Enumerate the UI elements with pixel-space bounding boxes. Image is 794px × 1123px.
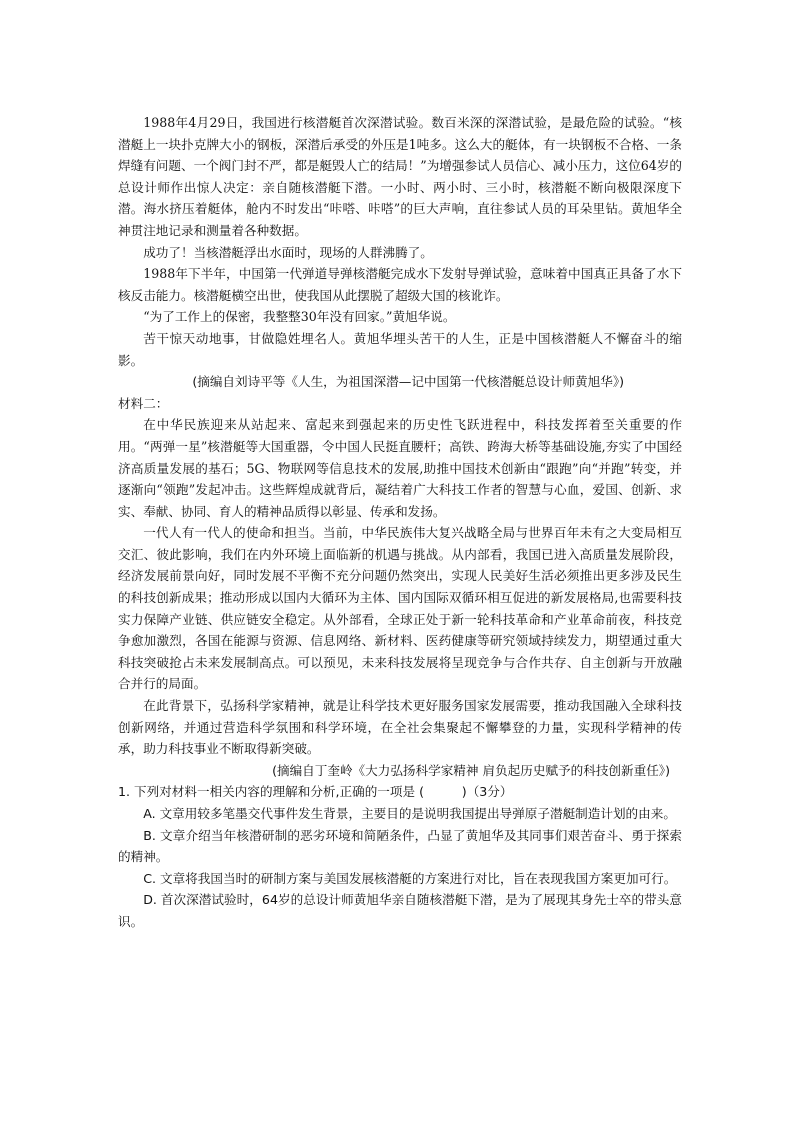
material2-paragraph-2: 一代人有一代人的使命和担当。当前，中华民族伟大复兴战略全局与世界百年未有之大变局相互交汇、彼此影响，我们在内外环境上面临新的机遇与挑战。从内部看，我国已进入高质量发展阶段，经济发展前景向好，同时发展不平衡不充分问题仍然突出，实现人民美好生活必须推出更多涉及民生的科技创新成果；推动形成以国内大循环为主体、国内国际双循环相互促进的新发展格局,也需要科技实力保障产业链、供应链安全稳定。从外部看，全球正处于新一轮科技革命和产业革命前夜，科技竞争愈加激烈，各国在能源与资源、信息网络、新材料、医药健康等研究领域持续发力，期望通过重大科技突破抢占未来发展制高点。可以预见，未来科技发展将呈现竞争与合作共存、自主创新与开放融合并行的局面。 (118, 525, 682, 692)
question-stem: 1. 下列对材料一相关内容的理解和分析,正确的一项是 ( )（3分） (118, 784, 513, 800)
material1-paragraph-5: 苦干惊天动地事，甘做隐姓埋名人。黄旭华埋头苦干的人生，正是中国核潜艇人不懈奋斗的缩影。 (118, 330, 682, 368)
document-page (118, 112, 682, 933)
material1-paragraph-2: 成功了！当核潜艇浮出水面时，现场的人群沸腾了。 (143, 244, 433, 260)
material2-source: (摘编自丁奎岭《大力弘扬科学家精神 肩负起历史赋予的科技创新重任》) (272, 762, 670, 778)
option-c[interactable]: C. 文章将我国当时的研制方案与美国发展核潜艇的方案进行对比，旨在表现我国方案更加可行。 (143, 870, 677, 886)
option-d[interactable]: D. 首次深潜试验时，64岁的总设计师黄旭华亲自随核潜艇下潜，是为了展现其身先士卒的带头意识。 (118, 892, 682, 929)
material1-paragraph-3: 1988年下半年，中国第一代弹道导弹核潜艇完成水下发射导弹试验，意味着中国真正具备了水下核反击能力。核潜艇横空出世，使我国从此摆脱了超级大国的核讹诈。 (118, 266, 682, 303)
material1-source: (摘编自刘诗平等《人生，为祖国深潜—记中国第一代核潜艇总设计师黄旭华》) (192, 374, 625, 390)
material1-paragraph-4: “为了工作上的保密，我整整30年没有回家。”黄旭华说。 (143, 309, 456, 325)
option-b[interactable]: B. 文章介绍当年核潜研制的恶劣环境和简陋条件，凸显了黄旭华及其同事们艰苦奋斗、勇于探索的精神。 (118, 827, 682, 865)
material2-label: 材料二： (118, 395, 169, 411)
option-a[interactable]: A. 文章用较多笔墨交代事件发生背景，主要目的是说明我国提出导弹原子潜艇制造计划的由来。 (143, 806, 676, 821)
material2-paragraph-1: 在中华民族迎来从站起来、富起来到强起来的历史性飞跃进程中，科技发挥着至关重要的作用。“两弹一星”核潜艇等大国重器，令中国人民挺直腰杆；高铁、跨海大桥等基础设施,夯实了中国经济高质量发展的基石；5G、物联网等信息技术的发展,助推中国技术创新由“跟跑”向“并跑”转变，并逐渐向“领跑”发起冲击。这些辉煌成就背后，凝结着广大科技工作者的智慧与心血，爱国、创新、求实、奉献、协同、育人的精神品质得以彰显、传承和发扬。 (118, 417, 682, 519)
material2-paragraph-3: 在此背景下，弘扬科学家精神，就是让科学技术更好服务国家发展需要，推动我国融入全球科技创新网络，并通过营造科学氛围和科学环境，在全社会集聚起不懈攀登的力量，实现科学精神的传承，助力科技事业不断取得新突破。 (118, 698, 682, 757)
material1-paragraph-1: 1988年4月29日，我国进行核潜艇首次深潜试验。数百米深的深潜试验，是最危险的试验。“核潜艇上一块扑克牌大小的钢板，深潜后承受的外压是1吨多。这么大的艇体，有一块钢板不合格、一条焊缝有问题、一个阀门封不严，都是艇毁人亡的结局！”为增强参试人员信心、减小压力，这位64岁的总设计师作出惊人决定：亲自随核潜艇下潜。一小时、两小时、三小时，核潜艇不断向极限深度下潜。海水挤压着艇体，舱内不时发出“咔嗒、咔嗒”的巨大声响，直往参试人员的耳朵里钻。黄旭华全神贯注地记录和测量着各种数据。 (118, 115, 682, 238)
